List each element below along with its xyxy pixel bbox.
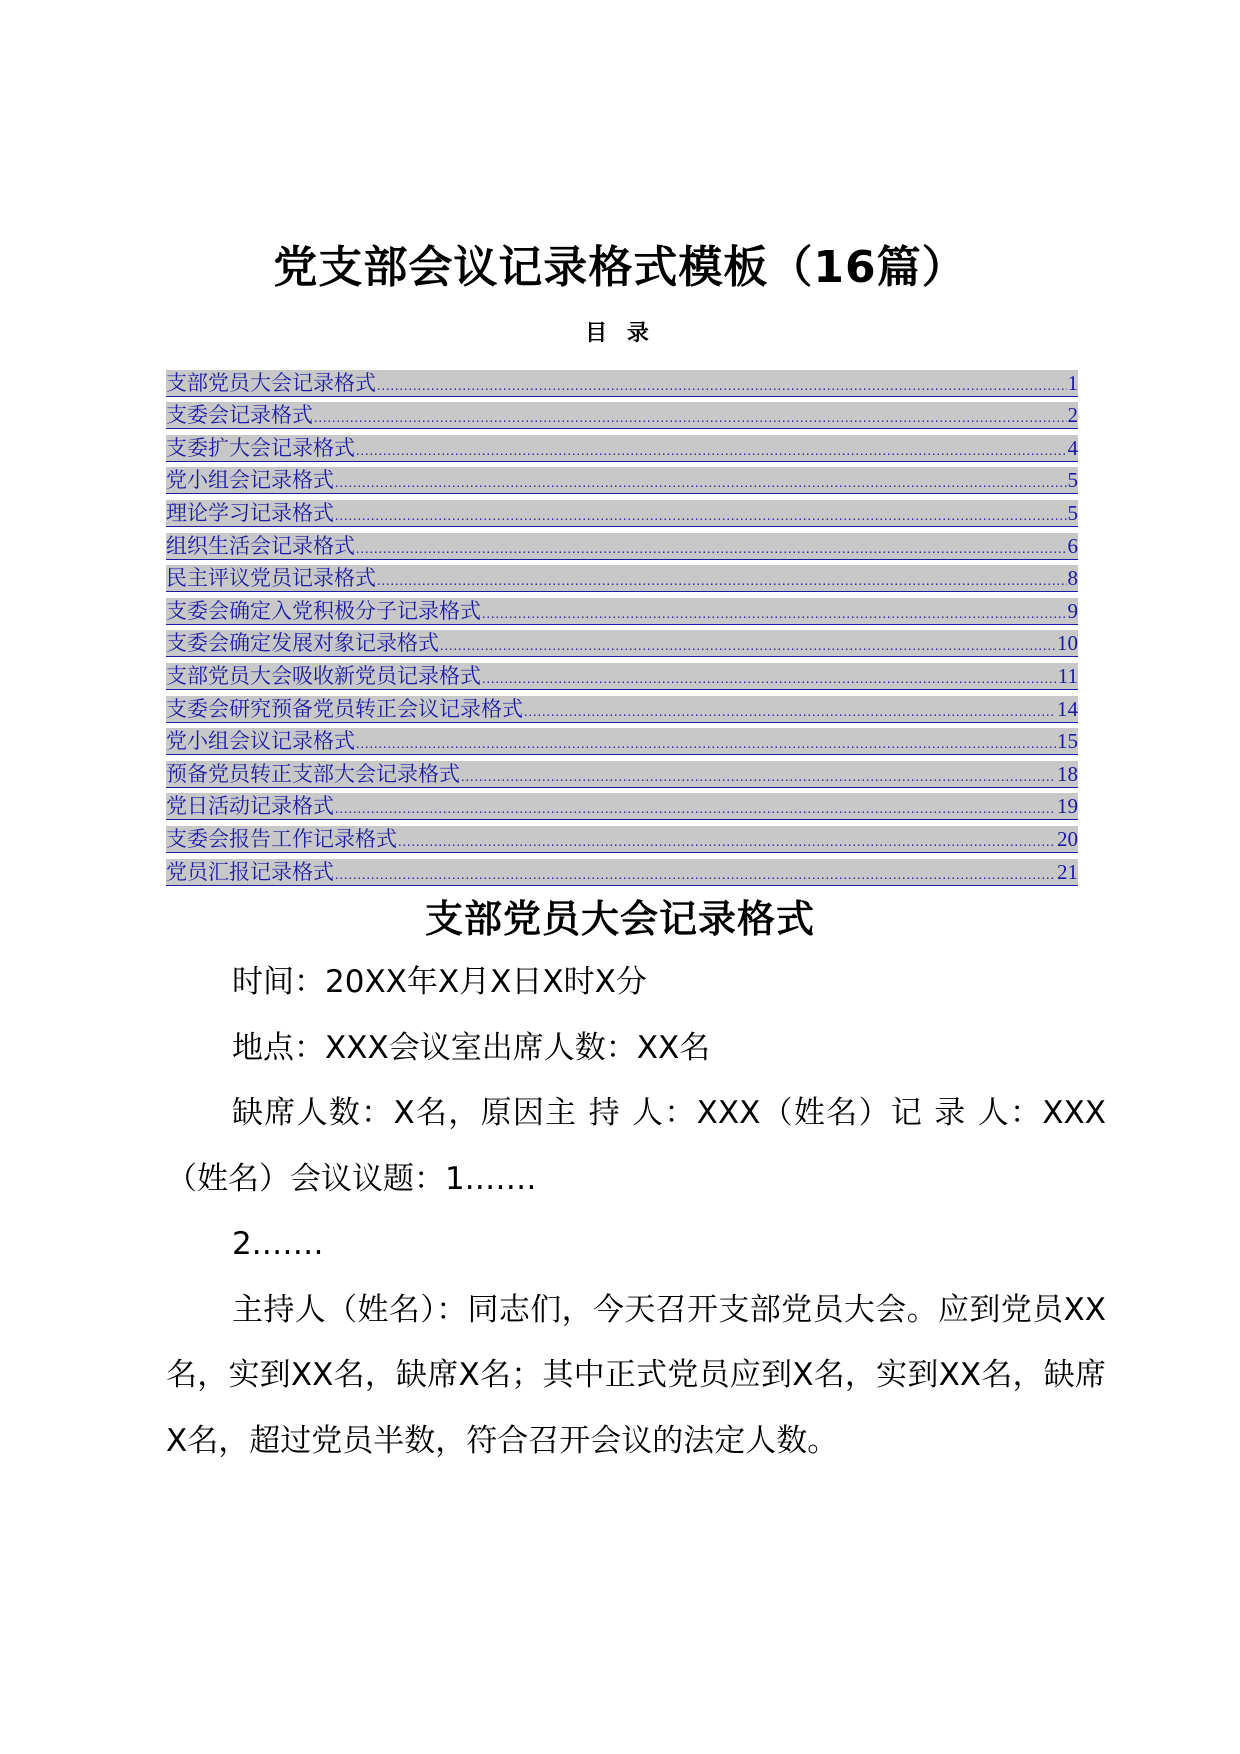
toc-leader — [377, 378, 1067, 396]
meeting-time: 时间：20XX年X月X日X时X分 — [232, 964, 647, 1000]
toc-entry-page: 19 — [1057, 794, 1078, 819]
toc-entry-page: 20 — [1057, 826, 1078, 851]
toc-entry[interactable] — [166, 364, 1078, 397]
toc-entry-page: 9 — [1067, 598, 1078, 623]
toc-heading: 目 录 — [585, 321, 655, 346]
toc-entry[interactable] — [166, 494, 1078, 527]
toc-entry[interactable] — [166, 788, 1078, 821]
toc-leader — [377, 573, 1067, 591]
toc-leader — [398, 834, 1056, 852]
toc-entry[interactable] — [166, 527, 1078, 560]
toc-entry-page: 21 — [1057, 859, 1078, 884]
meeting-place: 地点：XXX会议室出席人数：XX名 — [232, 1029, 711, 1066]
toc-entry[interactable] — [166, 723, 1078, 756]
toc-entry[interactable] — [166, 560, 1078, 593]
toc-entry-label: 民主评议党员记录格式 — [166, 566, 376, 591]
toc-entry-label: 支委会研究预备党员转正会议记录格式 — [166, 696, 523, 721]
toc-entry-label: 支委会记录格式 — [166, 403, 313, 428]
toc-entry[interactable] — [166, 592, 1078, 625]
toc-entry-label: 组织生活会记录格式 — [166, 533, 355, 558]
meeting-attendance: 缺席人数：X名，原因主 持 人：XXX（姓名）记 录 人：XXX（姓名）会议议题：1.…… — [166, 1095, 1106, 1197]
toc-entry-page: 4 — [1067, 435, 1078, 460]
toc-leader — [356, 541, 1067, 559]
toc-entry[interactable] — [166, 690, 1078, 723]
toc-entry[interactable] — [166, 853, 1078, 886]
toc-entry-page: 5 — [1067, 468, 1078, 493]
toc-entry[interactable] — [166, 462, 1078, 495]
toc-entry[interactable] — [166, 625, 1078, 658]
toc-entry-label: 支委会确定入党积极分子记录格式 — [166, 598, 481, 623]
toc-entry-label: 党日活动记录格式 — [166, 794, 334, 819]
toc-entry-label: 支委会报告工作记录格式 — [166, 826, 397, 851]
toc-entry-label: 支委会确定发展对象记录格式 — [166, 631, 439, 656]
toc-entry-page: 2 — [1067, 403, 1078, 428]
toc-entry-label: 预备党员转正支部大会记录格式 — [166, 761, 460, 786]
toc-entry[interactable] — [166, 429, 1078, 462]
toc-entry-label: 支部党员大会记录格式 — [166, 370, 376, 395]
toc-entry-page: 5 — [1067, 500, 1078, 525]
toc-entry-page: 1 — [1067, 370, 1078, 395]
toc-entry-page: 18 — [1057, 761, 1078, 786]
section-title: 支部党员大会记录格式 — [424, 897, 815, 941]
toc-entry[interactable] — [166, 755, 1078, 788]
toc-leader — [482, 671, 1057, 689]
toc-entry-page: 10 — [1057, 631, 1078, 656]
toc-entry-label: 支部党员大会吸收新党员记录格式 — [166, 663, 481, 688]
toc-entry-label: 党小组会记录格式 — [166, 468, 334, 493]
toc-leader — [314, 410, 1067, 428]
toc-entry-label: 党员汇报记录格式 — [166, 859, 334, 884]
toc-entry[interactable] — [166, 820, 1078, 853]
section-body — [166, 950, 1106, 1474]
toc-leader — [524, 704, 1056, 722]
host-speech: 主持人（姓名）：同志们，今天召开支部党员大会。应到党员XX名，实到XX名，缺席X名；其中正式党员应到X名，实到XX名，缺席X名，超过党员半数，符合召开会议的法定人数。 — [166, 1291, 1106, 1459]
toc-leader — [335, 508, 1067, 526]
toc-leader — [482, 606, 1067, 624]
toc-leader — [335, 475, 1067, 493]
toc-entry-page: 11 — [1057, 663, 1078, 688]
toc-entry-page: 15 — [1057, 729, 1078, 754]
toc-entry-page: 14 — [1057, 696, 1078, 721]
toc-leader — [356, 443, 1067, 461]
toc-entry-label: 理论学习记录格式 — [166, 500, 334, 525]
table-of-contents — [166, 364, 1078, 886]
toc-leader — [356, 736, 1056, 754]
toc-leader — [335, 867, 1056, 885]
toc-entry[interactable] — [166, 397, 1078, 430]
toc-entry-page: 6 — [1067, 533, 1078, 558]
toc-leader — [461, 769, 1056, 787]
toc-entry-page: 8 — [1067, 566, 1078, 591]
toc-entry-label: 党小组会议记录格式 — [166, 729, 355, 754]
toc-leader — [440, 638, 1056, 656]
agenda-item: 2.…… — [232, 1226, 324, 1262]
toc-leader — [335, 801, 1056, 819]
toc-entry[interactable] — [166, 657, 1078, 690]
toc-entry-label: 支委扩大会记录格式 — [166, 435, 355, 460]
document-title: 党支部会议记录格式模板（16篇） — [273, 242, 967, 293]
